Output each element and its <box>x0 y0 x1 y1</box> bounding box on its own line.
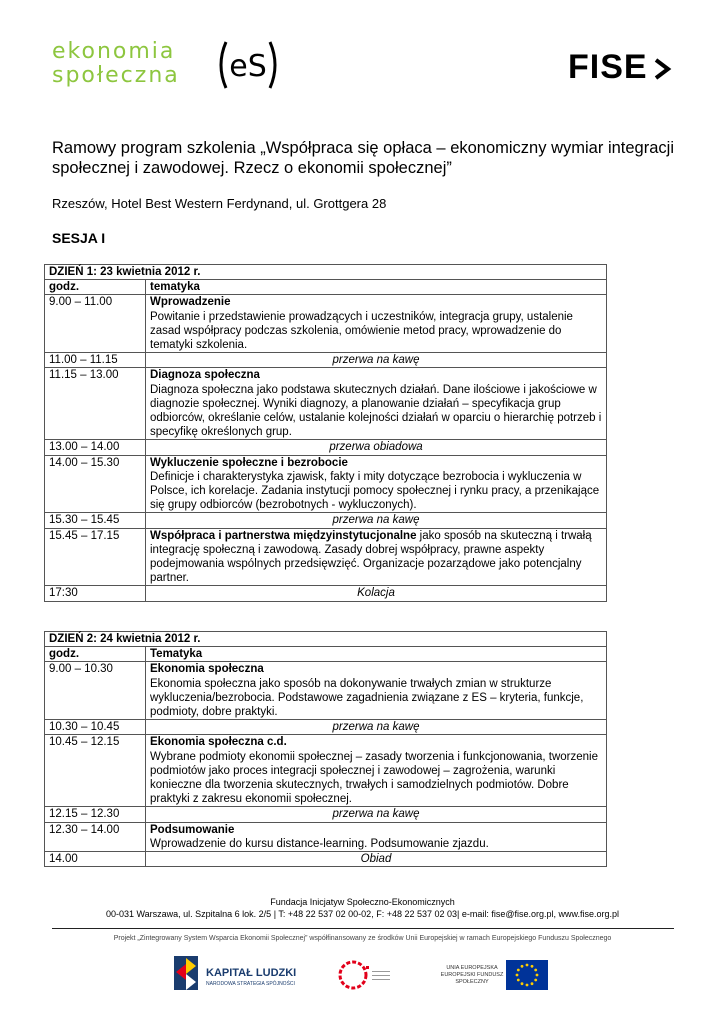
footer-organization: Fundacja Inicjatyw Społeczno-Ekonomicznych <box>270 897 455 907</box>
day2-schedule-table <box>44 631 607 867</box>
table-row <box>45 720 607 735</box>
break-cell: przerwa na kawę <box>146 353 607 368</box>
row-topic <box>146 822 607 851</box>
topic-desc: Definicje i charakterystyka zjawisk, fakty i mity dotyczące bezrobocia i wykluczenia w Polsce, ich korelacje. Zadania instytucji pomocy społecznej i rynku pracy, a przenikające się grupy odbiorców (bezrobotnych - wykluczonych). <box>150 470 600 512</box>
row-time: 14.00 – 15.30 <box>45 455 146 513</box>
table-row <box>45 852 607 867</box>
table-row <box>45 295 607 353</box>
topic-title: Podsumowanie <box>150 823 235 836</box>
row-time: 12.30 – 14.00 <box>45 822 146 851</box>
break-cell: przerwa obiadowa <box>146 440 607 455</box>
row-time: 10.30 – 10.45 <box>45 720 146 735</box>
table-row <box>45 280 607 295</box>
break-cell: przerwa na kawę <box>146 513 607 528</box>
day2-header: DZIEŃ 2: 24 kwietnia 2012 r. <box>45 632 607 647</box>
table-row <box>45 735 607 807</box>
footer-divider <box>52 928 674 929</box>
col-topic-header: Tematyka <box>146 647 607 662</box>
session-heading: SESJA I <box>52 230 106 246</box>
table-row <box>45 368 607 440</box>
es-logo-line2: społeczna <box>52 63 180 88</box>
row-time: 9.00 – 10.30 <box>45 662 146 720</box>
topic-title: Diagnoza społeczna <box>150 369 260 382</box>
row-topic <box>146 528 607 586</box>
table-header-row <box>45 265 607 280</box>
break-cell: przerwa na kawę <box>146 807 607 822</box>
topic-desc: Diagnoza społeczna jako podstawa skutecznych działań. Dane ilościowe i jakościowe w diagnozie społecznej. Wyniki diagnozy, a planowanie działań – specyfikacja grup odbiorców, określanie celów, ustalanie kolejności działań w oparciu o hierarchię potrzeb i specyfikę określonych grup. <box>150 383 602 439</box>
table-row <box>45 647 607 662</box>
table-row <box>45 513 607 528</box>
kapital-ludzki-label: KAPITAŁ LUDZKI <box>206 967 297 979</box>
table-row <box>45 440 607 455</box>
break-cell: Obiad <box>146 852 607 867</box>
day1-header: DZIEŃ 1: 23 kwietnia 2012 r. <box>45 265 607 280</box>
row-topic <box>146 295 607 353</box>
es-logo-line1: ekonomia <box>52 39 176 64</box>
table-row <box>45 586 607 601</box>
table-row <box>45 455 607 513</box>
table-row <box>45 662 607 720</box>
break-cell: przerwa na kawę <box>146 720 607 735</box>
topic-desc: Ekonomia społeczna jako sposób na dokonywanie trwałych zmian w strukturze wykluczenia/bezrobocia. Podstawowe zagadnienia związane z ES – kryteria, funkcje, podmioty, dobre praktyki. <box>150 677 584 719</box>
topic-title: Wprowadzenie <box>150 296 231 309</box>
footer-project-note: Projekt „Zintegrowany System Wsparcia Ekonomii Społecznej” współfinansowany ze środków Unii Europejskiej w ramach Europejskiego Funduszu Społecznego <box>113 935 612 942</box>
topic-desc: Wprowadzenie do kursu distance-learning. Podsumowanie zjazdu. <box>150 837 489 850</box>
col-time-header: godz. <box>45 280 146 295</box>
topic-title: Ekonomia społeczna <box>150 663 264 676</box>
table-row <box>45 822 607 851</box>
row-time: 9.00 – 11.00 <box>45 295 146 353</box>
day1-schedule-table <box>44 264 607 602</box>
row-time: 15.45 – 17.15 <box>45 528 146 586</box>
row-topic <box>146 368 607 440</box>
page-title: Ramowy program szkolenia „Współpraca się opłaca – ekonomiczny wymiar integracji społecznej i zawodowej. Rzecz o ekonomii społecznej” <box>52 139 674 177</box>
location-line: Rzeszów, Hotel Best Western Ferdynand, ul. Grottgera 28 <box>52 196 387 211</box>
fise-arrow-icon <box>652 58 672 80</box>
topic-desc: Powitanie i przedstawienie prowadzących i uczestników, integracja grupy, ustalenie zasad współpracy podczas szkolenia, omówienie metod pracy, wprowadzenie do tematyki szkolenia. <box>150 310 573 352</box>
topic-desc: jako sposób na skuteczną i trwałą integrację społeczną i zawodową. Zasady dobrej współpracy, prawne aspekty podejmowania wspólnych przedsięwzięć. Organizacje pozarządowe jako potencjalny partner. <box>150 529 592 585</box>
kapital-ludzki-logo-icon <box>172 952 202 994</box>
row-time: 10.45 – 12.15 <box>45 735 146 807</box>
topic-title: Ekonomia społeczna c.d. <box>150 736 287 749</box>
row-time: 13.00 – 14.00 <box>45 440 146 455</box>
table-row <box>45 353 607 368</box>
col-topic-header: tematyka <box>146 280 607 295</box>
footer-address: 00-031 Warszawa, ul. Szpitalna 6 lok. 2/5 | T: +48 22 537 02 00-02, F: +48 22 537 02 03| e-mail: fise@fise.org.pl, www.fise.org.pl <box>105 909 620 919</box>
table-row <box>45 528 607 586</box>
col-time-header: godz. <box>45 647 146 662</box>
ekonomia-spoleczna-logo <box>52 39 267 88</box>
table-header-row <box>45 632 607 647</box>
break-cell: Kolacja <box>146 586 607 601</box>
svg-text:eS: eS <box>229 49 267 84</box>
economy-sign-logo-icon <box>336 958 396 992</box>
topic-title: Współpraca i partnerstwa międzyinstytucjonalne <box>150 529 417 542</box>
row-time: 17:30 <box>45 586 146 601</box>
row-time: 12.15 – 12.30 <box>45 807 146 822</box>
eu-flag-icon <box>506 960 548 990</box>
es-mark-logo <box>216 40 280 90</box>
eu-label: UNIA EUROPEJSKA EUROPEJSKI FUNDUSZ SPOŁECZNY <box>440 965 504 985</box>
row-time: 15.30 – 15.45 <box>45 513 146 528</box>
table-row <box>45 807 607 822</box>
row-topic <box>146 735 607 807</box>
row-topic <box>146 455 607 513</box>
kapital-ludzki-sub: NARODOWA STRATEGIA SPÓJNOŚCI <box>206 981 295 987</box>
row-time: 11.00 – 11.15 <box>45 353 146 368</box>
topic-desc: Wybrane podmioty ekonomii społecznej – zasady tworzenia i funkcjonowania, tworzenie podmiotów jako proces integracji społecznej i zawodowej – zagrożenia, warunki konieczne dla tworzenia skutecznych, trwałych i samodzielnych podmiotów. Dobre praktyki z zakresu ekonomii społecznej. <box>150 750 598 806</box>
row-topic <box>146 662 607 720</box>
topic-title: Wykluczenie społeczne i bezrobocie <box>150 456 348 469</box>
row-time: 14.00 <box>45 852 146 867</box>
fise-logo: FISE <box>568 48 648 86</box>
row-time: 11.15 – 13.00 <box>45 368 146 440</box>
page-header <box>0 0 725 110</box>
